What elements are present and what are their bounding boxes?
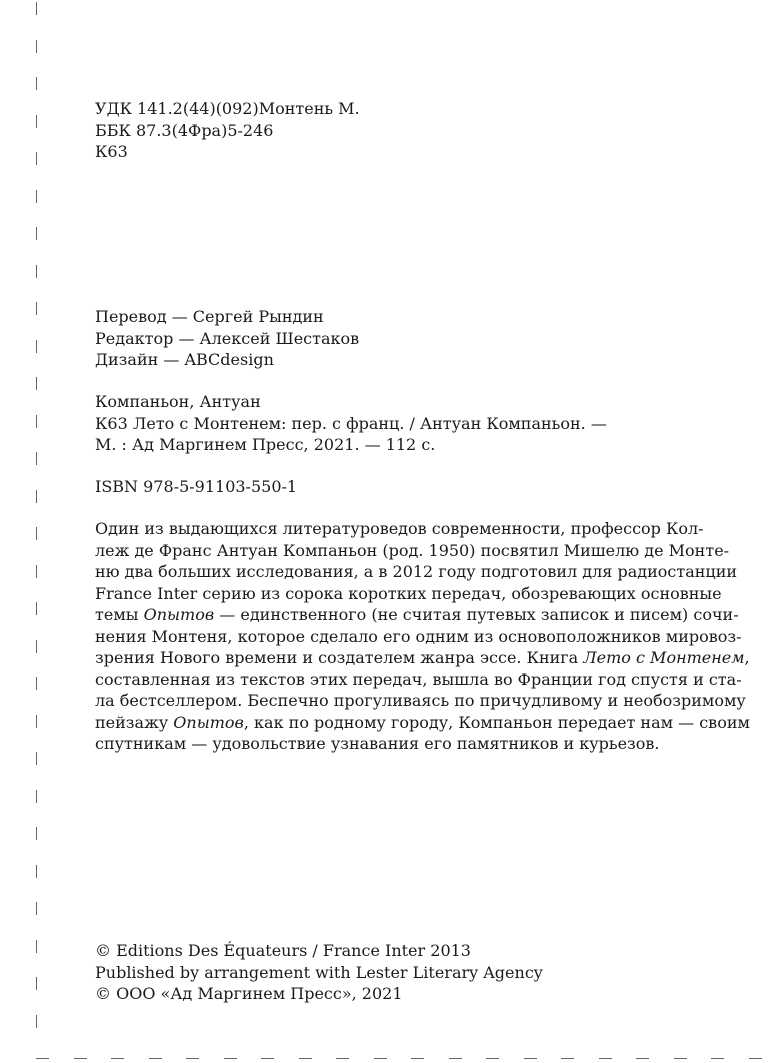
catalog-entry [95,391,607,456]
crop-mark-horizontal [36,1058,49,1059]
crop-mark-horizontal [674,1058,687,1059]
crop-mark-horizontal [224,1058,237,1059]
translator-credit: Перевод — Сергей Рындин [95,307,324,326]
annotation-line: Один из выдающихся литературоведов современности, профессор Кол- [95,519,704,538]
design-credit: Дизайн — ABCdesign [95,350,274,369]
copyright-block [95,940,543,1005]
crop-mark-horizontal [149,1058,162,1059]
crop-mark-horizontal [486,1058,499,1059]
crop-mark-vertical [36,227,37,240]
crop-mark-vertical [36,152,37,165]
annotation-line: спутникам — удовольствие узнавания его памятников и курьезов. [95,734,660,753]
crop-mark-horizontal [374,1058,387,1059]
annotation-line: нения Монтеня, которое сделало его одним из основоположников мировоз- [95,626,742,646]
author-mark: К63 [95,142,128,161]
catalog-title-line [95,413,607,435]
catalog-code: К63 [95,413,128,433]
annotation-line: составленная из текстов этих передач, вышла во Франции год спустя и ста- [95,669,742,689]
bbk-line: ББК 87.3(4Фра)5-246 [95,120,274,140]
crop-mark-vertical [36,340,37,353]
crop-mark-horizontal [711,1058,724,1059]
isbn-block [95,476,297,498]
crop-mark-vertical [36,490,37,503]
crop-mark-vertical [36,790,37,803]
crop-mark-horizontal [524,1058,537,1059]
annotation-text: темы [95,605,144,624]
crop-mark-horizontal [186,1058,199,1059]
annotation-line [95,647,750,669]
annotation-text: — единственного (не считая путевых записок и писем) сочи- [214,605,739,624]
annotation-line: France Inter серию из сорока коротких передач, обозревающих основные [95,583,722,603]
udk-line: УДК 141.2(44)(092)Монтень М. [95,99,360,118]
crop-mark-vertical [36,1015,37,1028]
crop-mark-horizontal [74,1058,87,1059]
crop-mark-vertical [36,40,37,53]
crop-mark-vertical [36,527,37,540]
crop-mark-vertical [36,977,37,990]
catalog-imprint: М. : Ад Маргинем Пресс, 2021. — 112 с. [95,435,436,454]
copyright-original: © Editions Des Équateurs / France Inter 2013 [95,941,471,960]
crop-mark-vertical [36,115,37,128]
crop-mark-vertical [36,415,37,428]
editor-credit: Редактор — Алексей Шестаков [95,328,360,348]
crop-mark-horizontal [561,1058,574,1059]
crop-mark-horizontal [336,1058,349,1059]
book-title-italic: Лето с Монтенем [583,648,745,667]
crop-mark-vertical [36,302,37,315]
crop-mark-horizontal [261,1058,274,1059]
crop-mark-vertical [36,377,37,390]
crop-mark-vertical [36,752,37,765]
credits-block [95,306,359,371]
crop-mark-vertical [36,902,37,915]
copyright-arrangement: Published by arrangement with Lester Literary Agency [95,962,543,982]
crop-mark-horizontal [449,1058,462,1059]
crop-mark-vertical [36,640,37,653]
catalog-author: Компаньон, Антуан [95,392,261,411]
crop-mark-vertical [36,715,37,728]
annotation-paragraph [95,518,750,755]
crop-mark-horizontal [599,1058,612,1059]
classification-block [95,98,360,163]
crop-mark-vertical [36,190,37,203]
crop-mark-horizontal [411,1058,424,1059]
catalog-title: Лето с Монтенем: пер. с франц. / Антуан Компаньон. — [133,413,607,433]
annotation-line [95,712,750,734]
crop-mark-vertical [36,565,37,578]
annotation-text: , как по родному городу, Компаньон передает нам — своим [243,712,750,732]
crop-mark-horizontal [299,1058,312,1059]
copyright-russian: © ООО «Ад Маргинем Пресс», 2021 [95,984,403,1003]
book-title-italic: Опытов [173,712,244,732]
crop-mark-vertical [36,602,37,615]
annotation-line: ню два больших исследования, а в 2012 году подготовил для радиостанции [95,562,738,581]
crop-mark-vertical [36,2,37,15]
crop-mark-horizontal [636,1058,649,1059]
isbn: ISBN 978-5-91103-550-1 [95,477,298,496]
annotation-line [95,604,739,626]
annotation-line: ла бестселлером. Беспечно прогуливаясь по причудливому и необозримому [95,691,746,710]
crop-mark-vertical [36,677,37,690]
annotation-text: пейзажу [95,712,174,732]
crop-mark-vertical [36,77,37,90]
annotation-text: зрения Нового времени и создателем жанра эссе. Книга [95,648,584,667]
crop-mark-vertical [36,827,37,840]
crop-mark-vertical [36,865,37,878]
crop-mark-vertical [36,265,37,278]
annotation-line: леж де Франс Антуан Компаньон (род. 1950) посвятил Мишелю де Монте- [95,540,730,560]
book-title-italic: Опытов [143,605,215,624]
annotation-text: , [744,648,750,667]
crop-mark-horizontal [749,1058,762,1059]
crop-mark-vertical [36,452,37,465]
crop-mark-horizontal [111,1058,124,1059]
crop-mark-vertical [36,940,37,953]
